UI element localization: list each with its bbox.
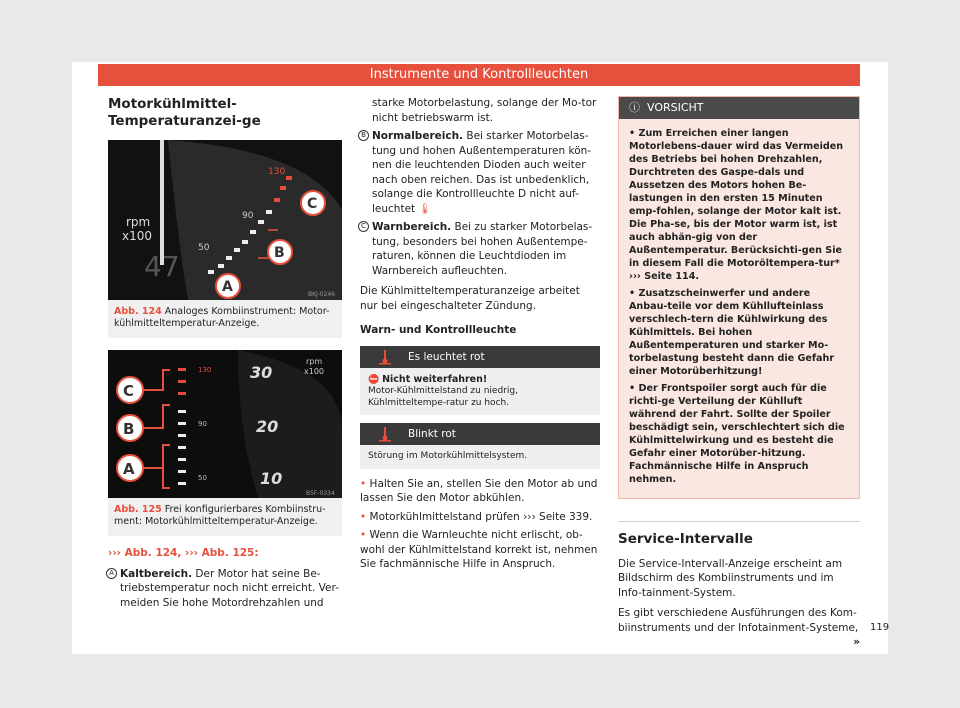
caution-body	[619, 119, 859, 498]
gauge-10: 10	[260, 469, 283, 488]
rpm-label: rpm	[126, 215, 151, 229]
badge-c: C	[358, 221, 369, 232]
t130: 130	[198, 366, 212, 374]
caution-item-2-text: Zusatzscheinwerfer und andere Anbau-teile vor dem Kühllufteinlass verschlech-tern die Kühlwirkung des Kühlmittels. Bei hohen Außentemperaturen und starker Mo-torbelastung besteht dann die Gefahr einer Motorüberhitzung!	[629, 288, 835, 377]
ignition-paragraph: Die Kühlmitteltemperaturanzeige arbeitet nur bei eingeschalteter Zündung.	[360, 285, 580, 312]
x100-label-2: x100	[304, 367, 325, 376]
item-b-text: Bei starker Motorbelas-tung und hohen Außentemperaturen kön-nen die leuchtenden Dioden auch weiter nach oben reichen. Das ist unbedenklich, solange die Kontrollleuchte D nicht auf-leuchtet	[372, 130, 592, 215]
bullet-1: • Halten Sie an, stellen Sie den Motor ab und lassen Sie den Motor abkühlen.	[360, 477, 598, 504]
coolant-temperature-icon-2	[378, 426, 392, 442]
figure-caption-2	[108, 498, 342, 536]
caution-title: VORSICHT	[647, 101, 704, 114]
t90: 90	[198, 420, 207, 428]
item-a-cont-text: starke Motorbelastung, solange der Mo-tor nicht betriebswarm ist.	[372, 97, 597, 124]
stop-text: Motor-Kühlmittelstand zu niedrig, Kühlmitteltempe-ratur zu hoch.	[368, 386, 518, 408]
item-a-cont	[360, 96, 600, 125]
item-b	[360, 129, 600, 216]
figure-caption-text-2: Frei konfigurierbares Kombiinstru-ment: Motorkühlmitteltemperatur-Anzeige.	[114, 504, 326, 527]
gauge-30: 30	[250, 363, 273, 382]
figure-number-2: Abb. 125	[114, 504, 162, 515]
service-heading: Service-Intervalle	[618, 521, 860, 547]
caution-item-1-text: Zum Erreichen einer langen Motorlebens-dauer wird das Vermeiden des Betriebs bei hohen Drehzahlen, Durchtreten des Gaspe-dals und Aussetzen des Motors hohen Be-lastungen in den ersten 15 Minuten emp-fohlen, solange der Motor kalt ist. Die Pha-se, bis der Motor warm ist, ist auch abhän-gig von der Außentemperatur. Berücksichti-gen Sie in diesem Fall die Motoröltempera-tur* ››› Seite 114.	[629, 128, 844, 282]
column-left	[108, 96, 342, 614]
figure-number: Abb. 124	[114, 306, 162, 317]
tick-50: 50	[198, 243, 210, 253]
figure-124	[108, 140, 342, 338]
callout-c-2: C	[123, 382, 135, 400]
figure-refs[interactable]: ››› Abb. 124, ››› Abb. 125:	[108, 547, 259, 559]
section-header: Instrumente und Kontrollleuchten	[98, 64, 860, 86]
warn-box-blink-header	[360, 423, 600, 445]
caution-item-2: • Zusatzscheinwerfer und andere Anbau-teile vor dem Kühllufteinlass verschlech-tern die Kühlwirkung des Kühlmittels. Bei hohen Außentemperaturen und starker Mo-torbelastung besteht dann die Gefahr einer Motorüberhitzung!	[629, 288, 835, 377]
warn-box-red	[360, 346, 600, 416]
coolant-temperature-icon	[378, 349, 392, 365]
t50: 50	[198, 474, 207, 482]
item-b-title: Normalbereich.	[372, 130, 464, 142]
stop-icon: ⛔	[368, 374, 380, 385]
column-middle	[360, 96, 600, 576]
coolant-icon: 🌡	[418, 202, 432, 215]
bullet-2-text[interactable]: Motorkühlmittelstand prüfen ››› Seite 339.	[369, 510, 593, 523]
callout-b: B	[274, 245, 285, 261]
tick-90: 90	[242, 211, 254, 221]
figure-code-2: B5F-0334	[306, 490, 335, 497]
badge-a: A	[106, 568, 117, 579]
caution-box	[618, 96, 860, 499]
analog-gauge-illustration	[108, 140, 342, 300]
figure-125	[108, 350, 342, 536]
page-number: 119	[870, 622, 890, 633]
column-right	[618, 96, 860, 650]
info-icon: ⓘ	[629, 101, 640, 114]
callout-c: C	[307, 196, 318, 212]
callout-a-2: A	[123, 460, 135, 478]
warn-box-red-body	[360, 368, 600, 416]
callout-a: A	[222, 279, 233, 295]
figure-caption-text: Analoges Kombiinstrument: Motor-kühlmitteltemperatur-Anzeige.	[114, 306, 330, 329]
item-c-text: Bei zu starker Motorbelas-tung, besonders bei hohen Außentempe-raturen, können die Leuchtdioden im Warnbereich aufleuchten.	[372, 221, 593, 277]
warn-box-red-header	[360, 346, 600, 368]
warn-box-blink-title: Blinkt rot	[408, 428, 456, 440]
item-a-text: Der Motor hat seine Be-triebstemperatur noch nicht erreicht. Ver-meiden Sie hohe Motordrehzahlen und	[120, 567, 339, 609]
warn-box-blink	[360, 423, 600, 469]
figure-caption	[108, 300, 342, 338]
x100-label: x100	[122, 229, 153, 243]
service-p1: Die Service-Intervall-Anzeige erscheint am Bildschirm des Kombiinstruments und im Info-tainment-System.	[618, 557, 843, 599]
gauge-digit: 47	[144, 250, 180, 283]
bullet-2: • Motorkühlmittelstand prüfen ››› Seite 339.	[360, 510, 593, 523]
warn-box-blink-body: Störung im Motorkühlmittelsystem.	[368, 451, 528, 461]
digital-gauge-illustration	[108, 350, 342, 498]
item-c	[360, 220, 600, 278]
bullet-3: • Wenn die Warnleuchte nicht erlischt, ob-wohl der Kühlmittelstand korrekt ist, nehmen Sie fachmännische Hilfe in Anspruch.	[360, 529, 598, 570]
gauge-20: 20	[256, 417, 279, 436]
tick-130: 130	[268, 167, 286, 177]
figure-code: BKJ-0246	[308, 291, 336, 298]
item-a-title: Kaltbereich.	[120, 567, 193, 580]
warn-subhead: Warn- und Kontrollleuchte	[360, 324, 517, 336]
item-a	[108, 567, 342, 611]
caution-item-3: • Der Frontspoiler sorgt auch für die richti-ge Verteilung der Kühlluft während der Fahrt. Sollte der Spoiler beschädigt sein, verschlechtert sich die Kühlmittelwirkung und es besteht die Gefahr einer Motorüber-hitzung. Fachmännische Hilfe in Anspruch nehmen.	[629, 383, 845, 485]
caution-item-3-text: Der Frontspoiler sorgt auch für die richti-ge Verteilung der Kühlluft während der Fahrt. Sollte der Spoiler beschädigt sein, verschlechtert sich die Kühlmittelwirkung und es besteht die Gefahr einer Motorüber-hitzung. Fachmännische Hilfe in Anspruch nehmen.	[629, 383, 845, 485]
caution-header	[619, 97, 859, 119]
service-p2-text: Es gibt verschiedene Ausführungen des Kom-biinstruments und der Infotainment-Systeme,	[618, 607, 859, 634]
item-c-title: Warnbereich.	[372, 221, 452, 233]
stop-title: Nicht weiterfahren!	[382, 373, 488, 385]
callout-b-2: B	[123, 420, 135, 438]
badge-b: B	[358, 130, 369, 141]
bullet-1-text: Halten Sie an, stellen Sie den Motor ab und lassen Sie den Motor abkühlen.	[360, 477, 598, 504]
continue-marker: »	[853, 636, 860, 648]
bullet-3-text: Wenn die Warnleuchte nicht erlischt, ob-wohl der Kühlmittelstand korrekt ist, nehmen Sie fachmännische Hilfe in Anspruch.	[360, 529, 598, 570]
section-heading: Motorkühlmittel-Temperaturanzei-ge	[108, 96, 261, 129]
service-p2	[618, 606, 860, 648]
warn-box-red-title: Es leuchtet rot	[408, 350, 485, 363]
caution-item-1: • Zum Erreichen einer langen Motorlebens-dauer wird das Vermeiden des Betriebs bei hohen Drehzahlen, Durchtreten des Gaspe-dals und Aussetzen des Motors hohen Be-lastungen in den ersten 15 Minuten emp-fohlen, solange der Motor kalt ist. Die Pha-se, bis der Motor warm ist, ist auch abhän-gig von der Außentemperatur. Berücksichti-gen Sie in diesem Fall die Motoröltempera-tur* ››› Seite 114.	[629, 128, 844, 282]
rpm-label-2: rpm	[306, 357, 323, 366]
